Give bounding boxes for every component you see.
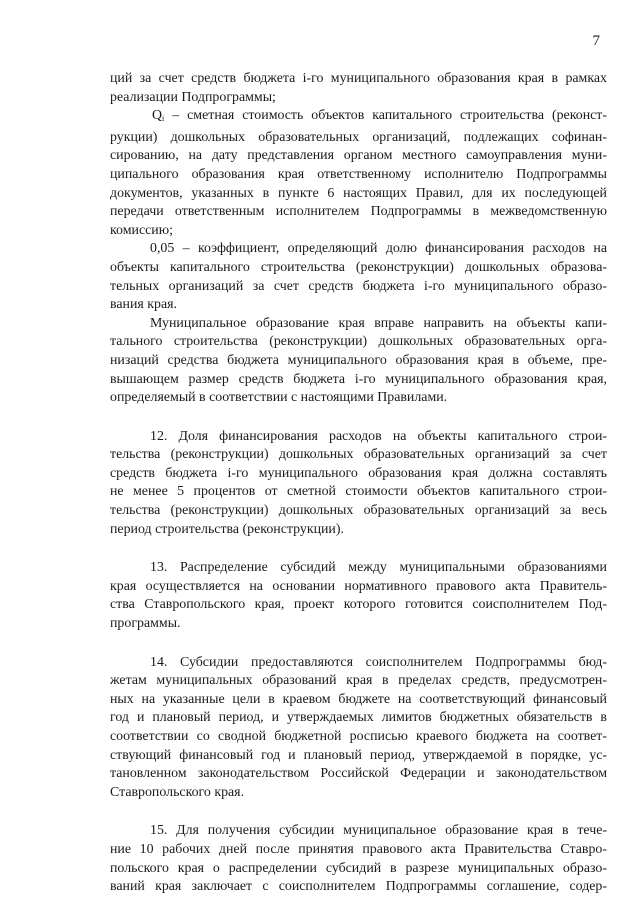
text-line: вания края. (110, 297, 177, 313)
text-line: определяемый в соответствии с настоящими Правилами. (110, 390, 448, 406)
text-line: 0,05 – коэффициент, определяющий долю финансирования расходов на (150, 241, 607, 257)
text-line: период строительства (реконструкции). (110, 521, 344, 537)
text-line: тельства (реконструкции) дошкольных образовательных организаций за весь (110, 503, 607, 519)
text-line: 13. Распределение субсидий между муниципальными образованиями (150, 560, 607, 576)
text-line: передачи ответственным исполнителем Подпрограммы в межведомственную (110, 204, 607, 220)
text-line: не менее 5 процентов от сметной стоимости объектов капитального строи- (110, 484, 607, 500)
paragraph-qi-definition (110, 107, 607, 240)
paragraph-item-13 (110, 559, 607, 633)
text-line: тального строительства (реконструкции) дошкольных образовательных орга- (110, 334, 607, 350)
text-line: польского края о распределении субсидий в разрезе муниципальных образо- (110, 860, 607, 876)
page-number: 7 (592, 33, 600, 49)
text-line: ципального образования края ответственному исполнителю Подпрограммы (110, 166, 607, 182)
text-line: рукции) дошкольных образовательных организаций, подлежащих софинан- (110, 129, 607, 145)
text-fragment: – сметная стоимость объектов капитального строительства (реконст- (164, 108, 607, 124)
document-body (110, 70, 607, 897)
paragraph-coefficient (110, 240, 607, 314)
text-line: жетам муниципальных образований края в пределах средств, предусмотрен- (110, 673, 607, 689)
text-line: ства Ставропольского края, проект которого готовится соисполнителем Под- (110, 597, 607, 613)
text-line: комиссию; (110, 222, 173, 238)
text-line: низаций средства бюджета муниципального образования края в объеме, пре- (110, 352, 607, 368)
text-line: ваний края заключает с соисполнителем Подпрограммы соглашение, содер- (110, 879, 607, 895)
text-line: 14. Субсидии предоставляются соисполнителем Подпрограммы бюд- (150, 654, 607, 670)
paragraph-continuation (110, 70, 607, 107)
text-line: края осуществляется на основании нормативного правового акта Правитель- (110, 578, 607, 594)
text-line: средств бюджета i-го муниципального образования края должна составлять (110, 465, 607, 481)
text-line: ствующий финансовый год и плановый период, утверждаемой в порядке, ус- (110, 747, 607, 763)
text-line: соответствии со сводной бюджетной росписью краевого бюджета на соответ- (110, 729, 607, 744)
paragraph-item-12 (110, 428, 607, 540)
text-line: сированию, на дату представления органом местного самоуправления муни- (110, 148, 607, 164)
text-line: тановленном законодательством Российской Федерации и законодательством (110, 766, 607, 782)
text-line: программы. (110, 616, 181, 632)
text-line: 15. Для получения субсидии муниципальное образование края в тече- (150, 823, 607, 839)
paragraph-municipal-right (110, 315, 607, 408)
text-line: объекты капитального строительства (реконструкции) дошкольных образова- (110, 259, 607, 275)
text-line: 12. Доля финансирования расходов на объекты капитального строи- (150, 428, 607, 444)
text-line: ных на указанные цели в краевом бюджете на соответствующий финансовый (110, 691, 607, 707)
text-line: документов, указанных в пункте 6 настоящих Правил, для их последующей (110, 185, 607, 201)
text-line (110, 107, 607, 129)
text-line: вышающем размер средств бюджета i-го муниципального образования края, (110, 371, 607, 387)
text-line: тельства (реконструкции) дошкольных образовательных организаций за счет (110, 447, 607, 463)
symbol-q-subscript: i (162, 114, 165, 124)
text-line: год и плановый период, и утверждаемых лимитов бюджетных обязательств в (110, 710, 607, 726)
text-line: ций за счет средств бюджета i-го муниципального образования края в рамках (110, 71, 607, 86)
paragraph-item-14 (110, 654, 607, 803)
text-line: реализации Подпрограммы; (110, 89, 276, 105)
symbol-q: Q (152, 108, 163, 124)
paragraph-item-15 (110, 822, 607, 896)
text-line: Муниципальное образование края вправе направить на объекты капи- (150, 315, 607, 331)
text-line: тельных организаций за счет средств бюджета i-го муниципального образо- (110, 278, 607, 294)
text-line: ние 10 рабочих дней после принятия правового акта Правительства Ставро- (110, 841, 607, 857)
text-line: Ставропольского края. (110, 784, 245, 800)
